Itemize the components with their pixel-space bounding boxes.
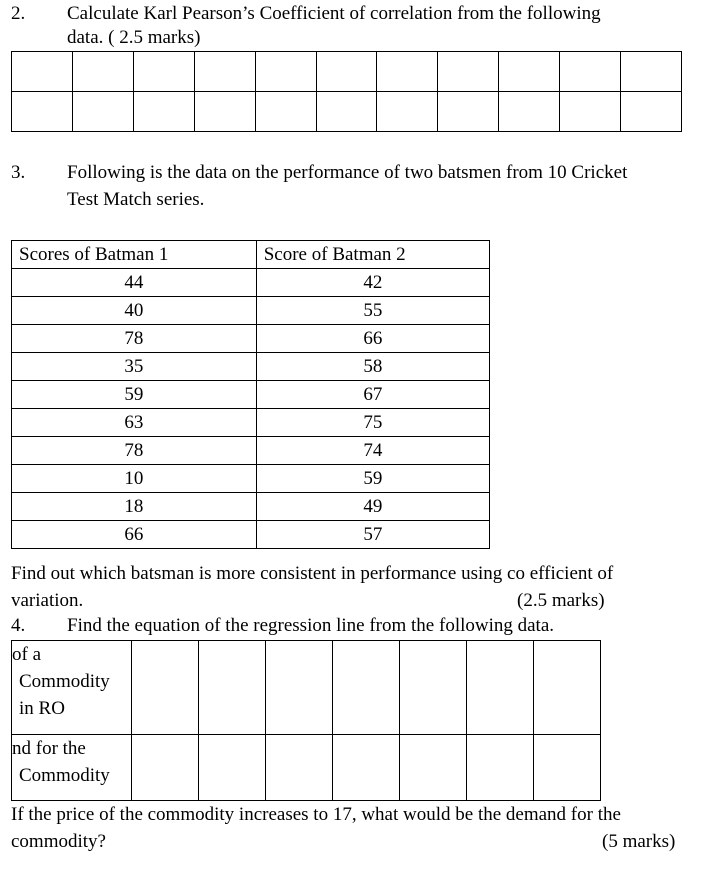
cell-batsman-1: 35 <box>12 353 257 381</box>
table-cell <box>255 52 316 92</box>
cell-batsman-2: 59 <box>256 465 489 493</box>
regression-data-table <box>11 640 601 801</box>
table-cell <box>132 641 199 735</box>
table-row <box>12 409 490 437</box>
cell-batsman-2: 49 <box>256 493 489 521</box>
cell-batsman-2: 74 <box>256 437 489 465</box>
table-row <box>12 297 490 325</box>
header-batsman-1: Scores of Batman 1 <box>12 241 257 269</box>
price-label-cell <box>12 641 132 735</box>
q3-text-line1: Following is the data on the performance of two batsmen from 10 Cricket <box>67 162 628 183</box>
table-cell <box>621 92 682 132</box>
q4-number: 4. <box>11 615 26 636</box>
table-cell <box>266 735 333 801</box>
cell-batsman-1: 18 <box>12 493 257 521</box>
cell-batsman-2: 42 <box>256 269 489 297</box>
table-row <box>12 521 490 549</box>
q4-marks: (5 marks) <box>602 831 676 852</box>
table-cell <box>621 52 682 92</box>
cell-batsman-2: 66 <box>256 325 489 353</box>
q4-followup-line1: If the price of the commodity increases to 17, what would be the demand for the <box>11 804 621 825</box>
table-cell <box>316 52 377 92</box>
table-cell <box>377 92 438 132</box>
table-row <box>12 269 490 297</box>
price-label-line2: Commodity <box>19 671 110 692</box>
q2-number: 2. <box>11 3 26 24</box>
table-cell <box>255 92 316 132</box>
table-cell <box>467 641 534 735</box>
q3-number: 3. <box>11 162 26 183</box>
demand-label-line2: Commodity <box>19 765 110 786</box>
cell-batsman-1: 78 <box>12 437 257 465</box>
table-cell <box>438 92 499 132</box>
q2-text-line2: data. ( 2.5 marks) <box>67 27 201 48</box>
cell-batsman-2: 55 <box>256 297 489 325</box>
cell-batsman-2: 58 <box>256 353 489 381</box>
table-row <box>12 493 490 521</box>
cell-batsman-1: 63 <box>12 409 257 437</box>
cell-batsman-2: 57 <box>256 521 489 549</box>
table-header-row <box>12 241 490 269</box>
cell-batsman-1: 10 <box>12 465 257 493</box>
table-cell <box>467 735 534 801</box>
q2-text-line1: Calculate Karl Pearson’s Coefficient of correlation from the following <box>67 3 601 24</box>
table-row <box>12 353 490 381</box>
table-cell <box>499 92 560 132</box>
table-cell <box>438 52 499 92</box>
table-cell <box>194 92 255 132</box>
table-cell <box>132 735 199 801</box>
table-row <box>12 381 490 409</box>
price-label-line1: of a <box>12 644 42 665</box>
table-cell <box>199 641 266 735</box>
cell-batsman-1: 66 <box>12 521 257 549</box>
demand-label-line1: nd for the <box>12 738 86 759</box>
cell-batsman-1: 44 <box>12 269 257 297</box>
cell-batsman-2: 75 <box>256 409 489 437</box>
table-cell <box>72 52 133 92</box>
table-cell <box>12 92 73 132</box>
q3-marks: (2.5 marks) <box>517 590 605 611</box>
table-row <box>12 641 601 735</box>
table-row <box>12 735 601 801</box>
table-cell <box>377 52 438 92</box>
table-cell <box>400 641 467 735</box>
cell-batsman-1: 40 <box>12 297 257 325</box>
demand-label-cell <box>12 735 132 801</box>
table-cell <box>266 641 333 735</box>
table-cell <box>316 92 377 132</box>
header-batsman-2: Score of Batman 2 <box>256 241 489 269</box>
table-row <box>12 92 682 132</box>
table-row <box>12 437 490 465</box>
table-cell <box>534 735 601 801</box>
table-cell <box>333 735 400 801</box>
price-label-line3: in RO <box>19 698 65 719</box>
q2-empty-table <box>11 51 682 132</box>
table-cell <box>560 92 621 132</box>
q4-followup-line2: commodity? <box>11 831 106 852</box>
table-row <box>12 465 490 493</box>
table-cell <box>333 641 400 735</box>
q3-text-line2: Test Match series. <box>67 189 205 210</box>
q3-followup-line2: variation. <box>11 590 84 611</box>
table-row <box>12 52 682 92</box>
table-cell <box>499 52 560 92</box>
cell-batsman-1: 59 <box>12 381 257 409</box>
table-cell <box>133 92 194 132</box>
table-cell <box>199 735 266 801</box>
table-cell <box>194 52 255 92</box>
table-cell <box>133 52 194 92</box>
table-cell <box>72 92 133 132</box>
q4-text: Find the equation of the regression line from the following data. <box>67 615 555 636</box>
table-cell <box>400 735 467 801</box>
batsmen-scores-table <box>11 240 490 549</box>
cell-batsman-2: 67 <box>256 381 489 409</box>
table-cell <box>534 641 601 735</box>
table-cell <box>12 52 73 92</box>
q3-followup-line1: Find out which batsman is more consistent in performance using co efficient of <box>11 563 614 584</box>
table-cell <box>560 52 621 92</box>
table-row <box>12 325 490 353</box>
cell-batsman-1: 78 <box>12 325 257 353</box>
